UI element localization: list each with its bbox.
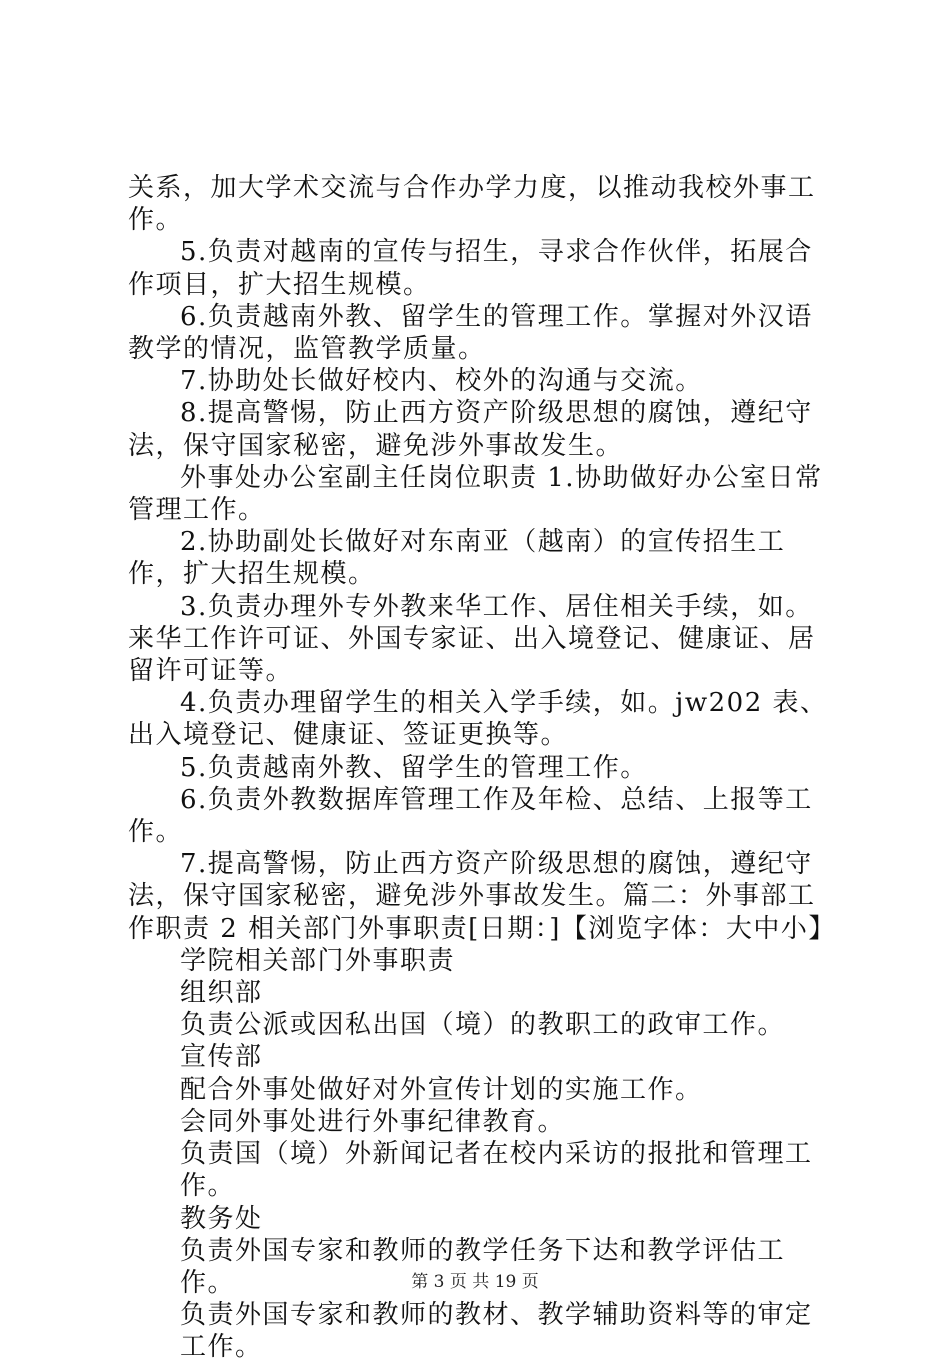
paragraph: 6.负责外教数据库管理工作及年检、总结、上报等工作。 <box>128 784 813 848</box>
department-name: 教务处 <box>180 1203 263 1234</box>
paragraph: 8.提高警惕，防止西方资产阶级思想的腐蚀，遵纪守法，保守国家秘密，避免涉外事故发生。 <box>128 398 813 461</box>
document-body <box>128 172 838 1364</box>
duty-line: 配合外事处做好对外宣传计划的实施工作。 <box>180 1074 703 1105</box>
paragraph: 4.负责办理留学生的相关入学手续，如。jw202 表、出入境登记、健康证、签证更换等。 <box>128 688 828 751</box>
paragraph: 7.协助处长做好校内、校外的沟通与交流。 <box>180 366 703 397</box>
paragraph: 关系，加大学术交流与合作办学力度，以推动我校外事工作。 <box>128 173 816 236</box>
duty-line: 负责公派或因私出国（境）的教职工的政审工作。 <box>180 1010 786 1041</box>
page-number-footer: 第 3 页 共 19 页 <box>411 1272 539 1292</box>
paragraph: 外事处办公室副主任岗位职责 1.协助做好办公室日常管理工作。 <box>128 462 823 526</box>
paragraph: 5.负责对越南的宣传与招生，寻求合作伙伴，拓展合作项目，扩大招生规模。 <box>128 237 813 300</box>
duty-line: 负责外国专家和教师的教学任务下达和教学评估工作。 <box>180 1235 786 1298</box>
paragraph: 3.负责办理外专外教来华工作、居住相关手续，如。来华工作许可证、外国专家证、出入境登记、健康证、居留许可证等。 <box>128 591 816 687</box>
department-name: 组织部 <box>180 978 263 1009</box>
duty-line: 会同外事处进行外事纪律教育。 <box>180 1106 566 1137</box>
paragraph: 6.负责越南外教、留学生的管理工作。掌握对外汉语教学的情况，监管教学质量。 <box>128 301 813 365</box>
paragraph: 5.负责越南外教、留学生的管理工作。 <box>180 752 648 783</box>
paragraph: 7.提高警惕，防止西方资产阶级思想的腐蚀，遵纪守法，保守国家秘密，避免涉外事故发生。篇二：外事部工作职责 2 相关部门外事职责[日期：]【浏览字体：大中小】 <box>128 849 836 944</box>
department-name: 宣传部 <box>180 1042 263 1073</box>
duty-line: 负责外国专家和教师的教材、教学辅助资料等的审定工作。 <box>180 1300 813 1363</box>
paragraph: 2.协助副处长做好对东南亚（越南）的宣传招生工作，扩大招生规模。 <box>128 527 786 590</box>
duty-line: 负责国（境）外新闻记者在校内采访的报批和管理工作。 <box>180 1139 813 1202</box>
section-heading: 学院相关部门外事职责 <box>180 945 456 976</box>
